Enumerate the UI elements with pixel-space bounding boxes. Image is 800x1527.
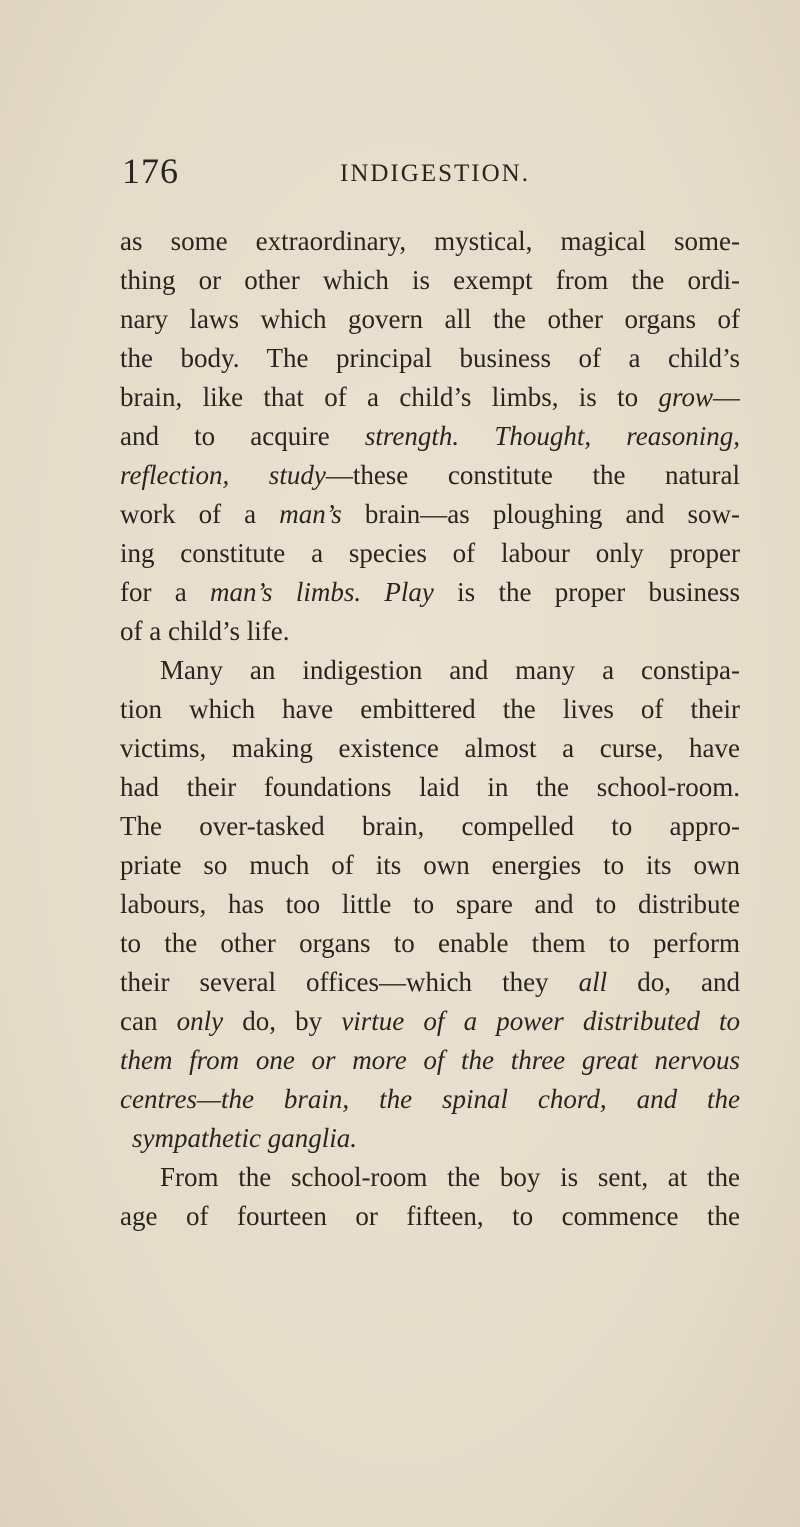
text-run: their several offices—which they [120,967,579,997]
text-line [120,1041,740,1080]
text-run: had their foundations laid in the school-room. [120,772,740,802]
text-line [120,1197,740,1236]
text-line [120,651,740,690]
body-text [120,222,740,1236]
text-run: age of fourteen or fifteen, to commence the [120,1201,740,1231]
text-line [120,261,740,300]
text-line [120,378,740,417]
text-line [120,846,740,885]
text-run: thing or other which is exempt from the ordi- [120,265,740,295]
text-run: nary laws which govern all the other organs of [120,304,740,334]
italic-text-run: strength. [364,421,460,451]
text-run: brain, like that of a child’s limbs, is to [120,382,659,412]
text-line [120,924,740,963]
text-line [120,573,740,612]
italic-text-run: centres—the brain, the spinal chord, and the [120,1084,740,1114]
text-line [120,495,740,534]
text-line [120,612,740,651]
text-line [120,1002,740,1041]
italic-text-run: man’s [279,499,342,529]
text-line [120,1119,740,1158]
text-run: work of a [120,499,280,529]
text-run: brain—as ploughing and sow- [341,499,740,529]
text-run: From the school-room the boy is sent, at the [160,1162,740,1192]
text-run: — [713,382,740,412]
italic-text-run: Play [384,577,434,607]
text-run: as some extraordinary, mystical, magical some- [120,226,740,256]
italic-text-run: Thought, reasoning, [494,421,740,451]
text-run: The over-tasked brain, compelled to appro- [120,811,740,841]
italic-text-run: man’s limbs. [210,577,362,607]
text-line [120,1080,740,1119]
text-line [120,339,740,378]
text-run: to the other organs to enable them to perform [120,928,740,958]
text-run: is the proper business [433,577,740,607]
text-run: for a [120,577,211,607]
text-run: do, by [223,1006,342,1036]
text-run: do, and [607,967,740,997]
text-line [120,300,740,339]
text-line [120,885,740,924]
text-run: labours, has too little to spare and to distribute [120,889,740,919]
text-run [459,421,494,451]
page-number: 176 [122,151,179,191]
italic-text-run: virtue of a power distributed to [341,1006,740,1036]
italic-text-run: all [578,967,608,997]
text-run: can [120,1006,177,1036]
text-line [120,222,740,261]
text-line [120,456,740,495]
text-run: of a child’s life. [120,616,290,646]
italic-text-run: them from one or more of the three great nervous [120,1045,740,1075]
text-line [120,417,740,456]
italic-text-run: reflection, study [120,460,326,490]
text-run: priate so much of its own energies to its own [120,850,740,880]
text-run: the body. The principal business of a child’s [120,343,740,373]
text-line [120,768,740,807]
text-line [120,963,740,1002]
text-run: tion which have embittered the lives of their [120,694,740,724]
text-run: victims, making existence almost a curse, have [120,733,740,763]
text-line [120,690,740,729]
text-run: —these constitute the natural [325,460,740,490]
text-run: ing constitute a species of labour only proper [120,538,740,568]
text-line [120,807,740,846]
text-line [120,729,740,768]
running-head: INDIGESTION. [340,160,530,187]
italic-text-run: grow [658,382,713,412]
text-run [361,577,384,607]
italic-text-run: only [176,1006,224,1036]
text-run: and to acquire [120,421,365,451]
text-line [120,534,740,573]
text-line [120,1158,740,1197]
italic-text-run: sympathetic ganglia. [132,1123,357,1153]
text-run: Many an indigestion and many a constipa- [160,655,740,685]
page-header [122,150,742,200]
